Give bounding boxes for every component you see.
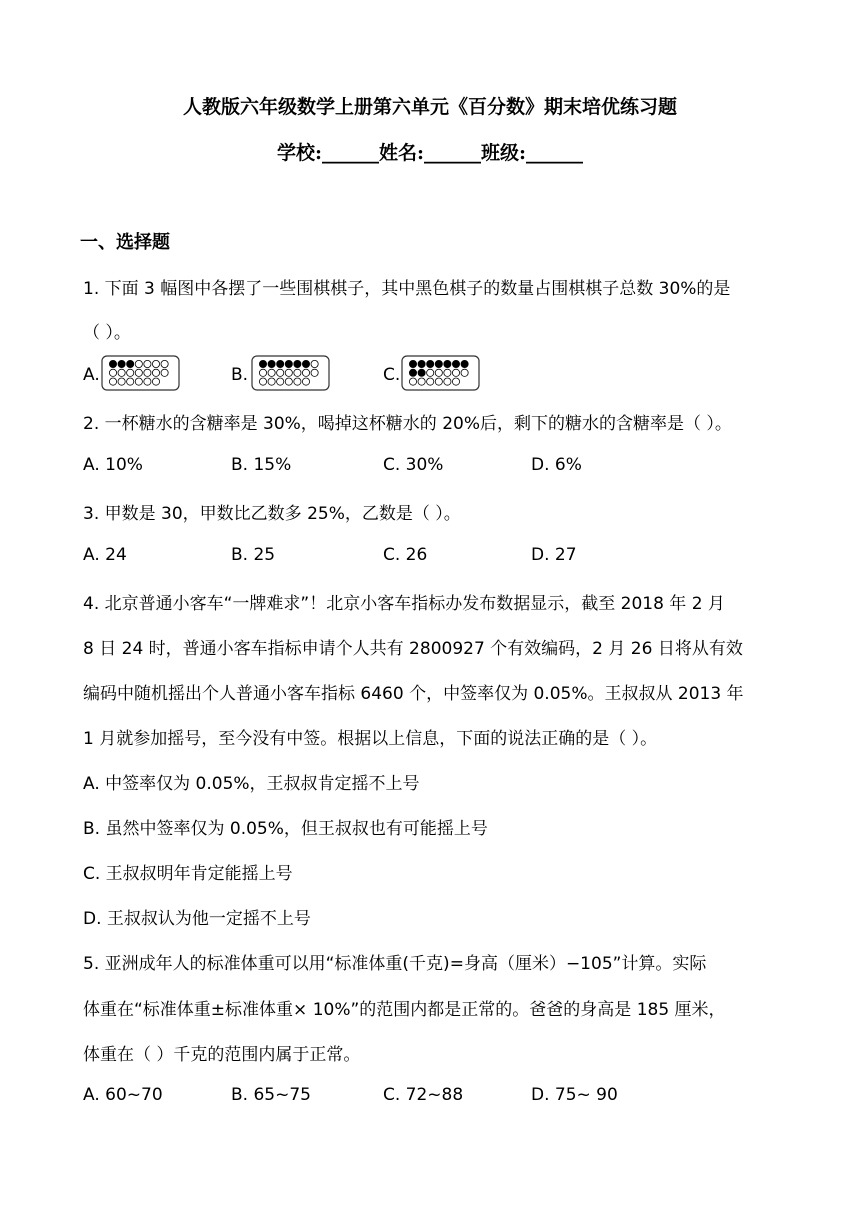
white-stone — [109, 369, 116, 376]
black-stone — [118, 360, 125, 367]
white-stone — [452, 378, 459, 385]
black-stone — [409, 369, 416, 376]
black-stone — [294, 360, 301, 367]
white-stone — [161, 369, 168, 376]
black-stone — [418, 369, 425, 376]
black-stone — [109, 360, 116, 367]
white-stone — [144, 369, 151, 376]
white-stone — [135, 378, 142, 385]
option-b: B. 15% — [231, 455, 292, 475]
white-stone — [135, 360, 142, 367]
white-stone — [259, 369, 266, 376]
white-stone — [311, 369, 318, 376]
question-5-line-1: 5. 亚洲成年人的标准体重可以用“标准体重(千克)=身高（厘米）−105”计算。实际 — [83, 954, 707, 974]
black-stone — [418, 360, 425, 367]
question-4-line-1: 4. 北京普通小客车“一牌难求”！北京小客车指标办发布数据显示，截至 2018 年 2 月 — [83, 594, 725, 614]
black-stone — [409, 360, 416, 367]
white-stone — [161, 360, 168, 367]
option-b: B. 25 — [231, 545, 276, 565]
white-stone — [461, 369, 468, 376]
white-stone — [302, 378, 309, 385]
option-a: A. 10% — [83, 455, 143, 475]
go-stones-picture-b — [251, 355, 331, 391]
white-stone — [127, 369, 134, 376]
white-stone — [144, 360, 151, 367]
question-4-option-d: D. 王叔叔认为他一定摇不上号 — [83, 909, 311, 929]
white-stone — [302, 369, 309, 376]
question-3-line-1: 3. 甲数是 30，甲数比乙数多 25%，乙数是（ ）。 — [83, 504, 461, 524]
white-stone — [444, 369, 451, 376]
option-a: A. 60~70 — [83, 1085, 163, 1105]
question-4-option-c: C. 王叔叔明年肯定能摇上号 — [83, 864, 293, 884]
question-4-line-4: 1 月就参加摇号，至今没有中签。根据以上信息，下面的说法正确的是（ ）。 — [83, 729, 658, 749]
go-stones-picture-c — [401, 355, 481, 391]
white-stone — [127, 378, 134, 385]
white-stone — [409, 378, 416, 385]
white-stone — [294, 369, 301, 376]
white-stone — [118, 378, 125, 385]
white-stone — [285, 378, 292, 385]
white-stone — [294, 378, 301, 385]
white-stone — [452, 369, 459, 376]
black-stone — [268, 360, 275, 367]
black-stone — [461, 360, 468, 367]
white-stone — [435, 369, 442, 376]
option-c: C. 72~88 — [383, 1085, 464, 1105]
question-1-line-1: 1. 下面 3 幅图中各摆了一些围棋棋子，其中黑色棋子的数量占围棋棋子总数 30%的是 — [83, 279, 731, 299]
black-stone — [452, 360, 459, 367]
option-d: D. 75~ 90 — [531, 1085, 618, 1105]
white-stone — [135, 369, 142, 376]
question-5-line-2: 体重在“标准体重±标准体重× 10%”的范围内都是正常的。爸爸的身高是 185 厘米， — [83, 1000, 726, 1020]
black-stone — [444, 360, 451, 367]
option-c: C. 26 — [383, 545, 428, 565]
white-stone — [444, 378, 451, 385]
black-stone — [435, 360, 442, 367]
question-4-line-3: 编码中随机摇出个人普通小客车指标 6460 个，中签率仅为 0.05%。王叔叔从 2013 年 — [83, 684, 744, 704]
question-4-option-b: B. 虽然中签率仅为 0.05%，但王叔叔也有可能摇上号 — [83, 819, 488, 839]
question-5-line-3: 体重在（ ）千克的范围内属于正常。 — [83, 1045, 361, 1065]
black-stone — [427, 360, 434, 367]
white-stone — [109, 378, 116, 385]
option-label: A. — [83, 365, 100, 385]
black-stone — [127, 360, 134, 367]
white-stone — [152, 378, 159, 385]
question-4-line-2: 8 日 24 时，普通小客车指标申请个人共有 2800927 个有效编码，2 月 26 日将从有效 — [83, 639, 743, 659]
option-label: B. — [231, 365, 249, 385]
white-stone — [277, 378, 284, 385]
white-stone — [268, 378, 275, 385]
white-stone — [152, 369, 159, 376]
go-stones-picture-a — [101, 355, 181, 391]
white-stone — [311, 360, 318, 367]
question-2-line-1: 2. 一杯糖水的含糖率是 30%，喝掉这杯糖水的 20%后，剩下的糖水的含糖率是（ ）。 — [83, 414, 732, 434]
white-stone — [144, 378, 151, 385]
white-stone — [259, 378, 266, 385]
option-c: C. 30% — [383, 455, 444, 475]
white-stone — [418, 378, 425, 385]
black-stone — [259, 360, 266, 367]
option-d: D. 27 — [531, 545, 577, 565]
question-1-line-2: （ ）。 — [83, 323, 131, 343]
student-info-line: 学校:______姓名:______班级:______ — [276, 142, 584, 164]
black-stone — [302, 360, 309, 367]
white-stone — [285, 369, 292, 376]
white-stone — [277, 369, 284, 376]
option-label: C. — [383, 365, 401, 385]
option-a: A. 24 — [83, 545, 127, 565]
section-title: 一、选择题 — [80, 232, 170, 253]
white-stone — [435, 378, 442, 385]
option-d: D. 6% — [531, 455, 582, 475]
white-stone — [152, 360, 159, 367]
option-b: B. 65~75 — [231, 1085, 311, 1105]
black-stone — [277, 360, 284, 367]
page-title: 人教版六年级数学上册第六单元《百分数》期末培优练习题 — [182, 96, 677, 118]
black-stone — [285, 360, 292, 367]
white-stone — [118, 369, 125, 376]
white-stone — [427, 378, 434, 385]
white-stone — [427, 369, 434, 376]
question-4-option-a: A. 中签率仅为 0.05%，王叔叔肯定摇不上号 — [83, 774, 420, 794]
white-stone — [268, 369, 275, 376]
